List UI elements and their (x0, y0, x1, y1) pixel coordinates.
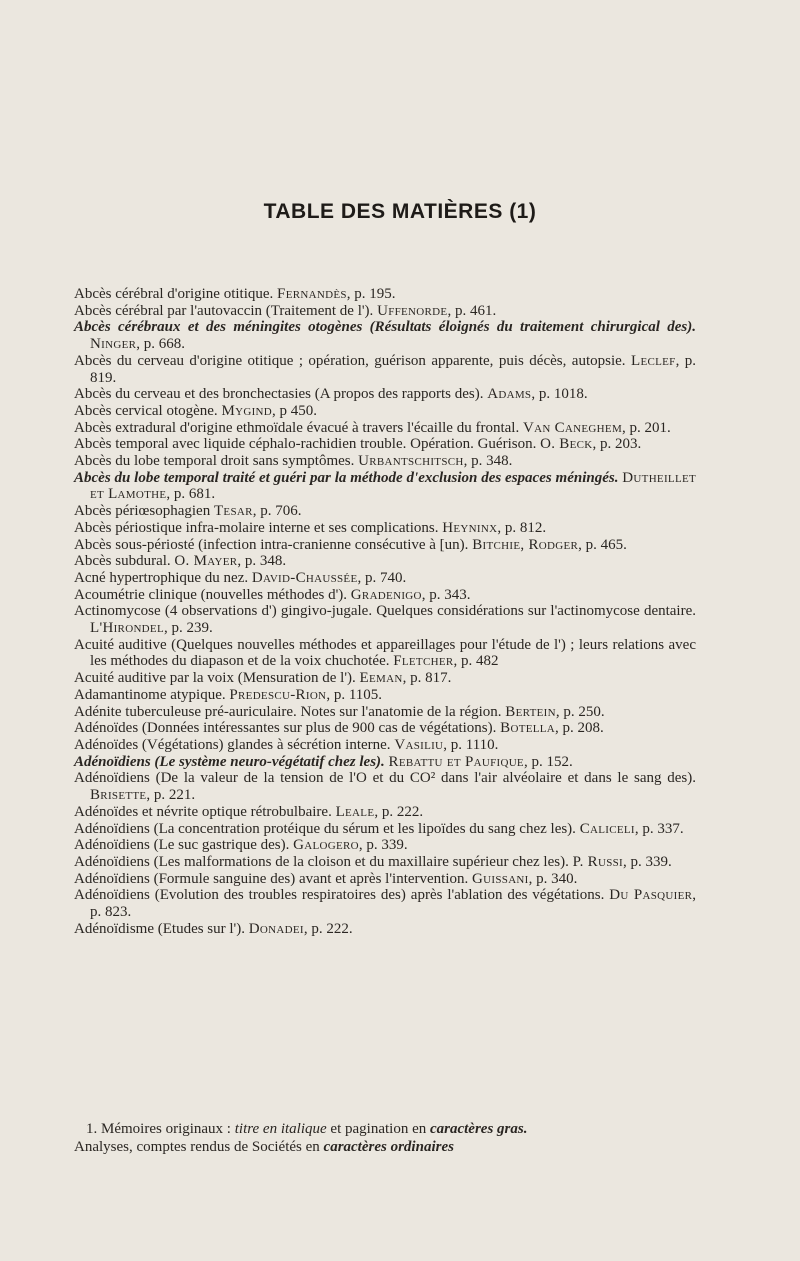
entry-author: Rebattu et Paufique (388, 753, 524, 770)
entry-page: p. 681. (173, 486, 216, 503)
index-entry: Abcès du cerveau d'origine otitique ; opération, guérison apparente, puis décès, autopsie. Leclef, p. 819. (74, 352, 697, 386)
entry-subject: Actinomycose (4 observations d') gingivo-jugale. Quelques considérations sur l'actinomycose dentaire. (74, 603, 696, 620)
entry-subject: Abcès temporal avec liquide céphalo-rachidien trouble. Opération. Guérison. (74, 436, 537, 453)
index-entry: Abcès extradural d'origine ethmoïdale évacué à travers l'écaille du frontal. Van Caneghem, p. 201. (74, 419, 671, 436)
entry-page: p. 1105. (333, 686, 383, 703)
entry-subject: Acné hypertrophique du nez. (74, 569, 249, 586)
entry-author: Tesar (213, 503, 253, 520)
index-entry: Acné hypertrophique du nez. David-Chaussée, p. 740. (74, 569, 407, 586)
entry-page: p. 465. (585, 536, 627, 553)
footnote-line-2 (74, 1138, 696, 1156)
index-entry: Adénoïdes et névrite optique rétrobulbaire. Leale, p. 222. (74, 803, 424, 820)
entry-page: p. 201. (629, 419, 671, 436)
footnote-ordinary-sample: caractères ordinaires (323, 1139, 454, 1155)
footnote-text-a: Mémoires originaux : (101, 1121, 231, 1137)
entry-author: Bertein (505, 703, 556, 720)
entry-author: Leale (335, 803, 375, 820)
entry-page: p. 222. (311, 920, 353, 937)
entry-subject: Acuité auditive (Quelques nouvelles méthodes et appareillages pour l'étude de l') ; leurs relations avec les méthodes du diapason et de la voix chuchotée. (74, 636, 696, 670)
entry-subject: Abcès cérébraux et des méningites otogènes (Résultats éloignés du traitement chirurgical des). (74, 319, 696, 336)
entry-subject: Adénoïdiens (Evolution des troubles respiratoires des) après l'ablation des végétations. (74, 887, 605, 904)
entry-subject: Adénoïdiens (Les malformations de la cloison et du maxillaire supérieur chez les). (74, 853, 569, 870)
entry-subject: Abcès cérébral d'origine otitique. (74, 286, 274, 302)
entry-author: Uffenorde (377, 302, 448, 319)
index-entry: Abcès du lobe temporal droit sans symptômes. Urbantschitsch, p. 348. (74, 453, 513, 470)
entry-author: Predescu-Rion (229, 686, 327, 703)
entry-page: p. 152. (531, 753, 573, 770)
entry-page: p. 1110. (450, 736, 499, 753)
index-entry: Abcès cérébraux et des méningites otogènes (Résultats éloignés du traitement chirurgical des). Ninger, p. 668. (74, 319, 696, 353)
entry-page: p. 812. (504, 519, 547, 536)
entry-author: Botella (500, 720, 556, 737)
entry-page: p. 343. (429, 586, 471, 603)
entry-subject: Adénoïdisme (Etudes sur l'). (74, 920, 246, 937)
entry-page: p. 1018. (538, 386, 588, 403)
index-entry: Adénoïdes (Végétations) glandes à sécrétion interne. Vasiliu, p. 1110. (74, 736, 499, 753)
entry-page: p. 461. (454, 302, 497, 319)
entry-subject: Abcès cérébral par l'autovaccin (Traitement de l'). (74, 302, 374, 319)
entry-subject: Abcès sous-périosté (infection intra-cranienne consécutive à [un). (74, 536, 469, 553)
entry-subject: Adénoïdiens (Formule sanguine des) avant et après l'intervention. (74, 870, 469, 887)
index-entry: Adénoïdiens (De la valeur de la tension de l'O et du CO² dans l'air alvéolaire et dans le sang des). Brisette, p. 221. (74, 770, 696, 804)
entry-page: p. 339. (630, 853, 672, 870)
entry-page: p. 817. (410, 670, 452, 687)
entry-page: p. 203. (600, 436, 642, 453)
entry-subject: Abcès subdural. (74, 553, 171, 570)
footnote-number: 1. (86, 1121, 98, 1137)
entry-subject: Adamantinome atypique. (74, 686, 226, 703)
index-entry: Acuité auditive par la voix (Mensuration de l'). Eeman, p. 817. (74, 670, 452, 687)
entry-subject: Adénoïdes (Végétations) glandes à sécrétion interne. (74, 736, 391, 753)
index-entry: Abcès sous-périosté (infection intra-cranienne consécutive à [un). Bitchie, Rodger, p. 465. (74, 536, 627, 553)
entry-subject: Abcès périostique infra-molaire interne et ses complications. (74, 519, 439, 536)
entry-author: Vasiliu (394, 736, 444, 753)
index-entry: Adénoïdiens (La concentration protéique du sérum et les lipoïdes du sang chez les). Caliceli, p. 337. (74, 820, 684, 837)
entry-subject: Abcès périœsophagien (74, 503, 211, 520)
entry-subject: Acuité auditive par la voix (Mensuration de l'). (74, 670, 356, 687)
entry-author: Galogero (293, 837, 359, 854)
entry-author: O. Beck (540, 436, 593, 453)
entry-subject: Acoumétrie clinique (nouvelles méthodes d'). (74, 586, 348, 603)
entry-author: Du Pasquier (609, 887, 693, 904)
entry-subject: Adénoïdiens (Le système neuro-végétatif chez les). (74, 753, 385, 770)
entry-author: David-Chaussée (251, 569, 358, 586)
entry-page: p. 208. (562, 720, 604, 737)
entry-author: Bitchie, Rodger (472, 536, 579, 553)
entry-author: Mygind (221, 402, 273, 419)
entry-page: p. 706. (260, 503, 302, 520)
footnote-italic-sample: titre en italique (234, 1121, 327, 1137)
index-entry: Adénoïdiens (Les malformations de la cloison et du maxillaire supérieur chez les). P. Russi, p. 339. (74, 853, 672, 870)
entry-page: p. 250. (563, 703, 605, 720)
entry-author: Heyninx (442, 519, 498, 536)
index-entry: Abcès du cerveau et des bronchectasies (A propos des rapports des). Adams, p. 1018. (74, 386, 588, 403)
entry-page: p. 195. (354, 286, 396, 302)
index-entry: Adénoïdes (Données intéressantes sur plus de 900 cas de végétations). Botella, p. 208. (74, 720, 604, 737)
entry-page: p 450. (279, 402, 318, 419)
entry-page: p. 668. (143, 336, 185, 353)
entry-page: p. 740. (364, 569, 407, 586)
index-entry: Adénoïdiens (Le suc gastrique des). Galogero, p. 339. (74, 837, 408, 854)
entry-page: p. 337. (642, 820, 684, 837)
entry-subject: Adénite tuberculeuse pré-auriculaire. Notes sur l'anatomie de la région. (74, 703, 502, 720)
entry-page: p. 239. (171, 620, 213, 637)
entry-author: Van Caneghem (522, 419, 623, 436)
entry-author: Urbantschitsch (358, 453, 464, 470)
footnote-text-c: et pagination en (330, 1121, 427, 1137)
entry-page: p. 819. (90, 352, 697, 386)
entry-author: Caliceli (579, 820, 635, 837)
index-entry: Adénite tuberculeuse pré-auriculaire. Notes sur l'anatomie de la région. Bertein, p. 250. (74, 703, 605, 720)
index-entry: Adénoïdiens (Le système neuro-végétatif chez les). Rebattu et Paufique, p. 152. (74, 753, 573, 770)
entry-subject: Abcès du lobe temporal traité et guéri par la méthode d'exclusion des espaces méningés. (74, 469, 619, 486)
index-entry: Abcès cérébral par l'autovaccin (Traitement de l'). Uffenorde, p. 461. (74, 302, 497, 319)
index-entry: Abcès cérébral d'origine otitique. Fernandès, p. 195. (74, 286, 396, 302)
index-entry: Abcès du lobe temporal traité et guéri par la méthode d'exclusion des espaces méningés. Dutheillet et Lamothe, p. 681. (74, 469, 696, 503)
footnote-line-1 (74, 1120, 696, 1138)
entry-subject: Adénoïdes et névrite optique rétrobulbaire. (74, 803, 332, 820)
index-entry: Adénoïdisme (Etudes sur l'). Donadei, p. 222. (74, 920, 353, 937)
entry-subject: Abcès cervical otogène. (74, 402, 218, 419)
footnote-bold-sample: caractères gras. (429, 1121, 528, 1137)
entry-author: Eeman (359, 670, 403, 687)
entry-subject: Adénoïdiens (De la valeur de la tension de l'O et du CO² dans l'air alvéolaire et dans le sang des). (74, 770, 696, 787)
entry-page: p. 348. (471, 453, 513, 470)
index-entry: Actinomycose (4 observations d') gingivo-jugale. Quelques considérations sur l'actinomycose dentaire. L'Hirondel, p. 239. (74, 603, 696, 637)
index-entry: Acuité auditive (Quelques nouvelles méthodes et appareillages pour l'étude de l') ; leurs relations avec les méthodes du diapason et de la voix chuchotée. Fletcher, p. 482 (74, 636, 696, 670)
footnote-text-2a: Analyses, comptes rendus de Sociétés en (74, 1139, 320, 1155)
entry-subject: Abcès extradural d'origine ethmoïdale évacué à travers l'écaille du frontal. (74, 419, 520, 436)
entry-author: Brisette (90, 787, 147, 804)
entry-page: p. 340. (536, 870, 578, 887)
index-entry: Adamantinome atypique. Predescu-Rion, p. 1105. (74, 686, 383, 703)
entry-author: Donadei (248, 920, 304, 937)
entry-page: p. 482 (461, 653, 499, 670)
entry-subject: Adénoïdiens (La concentration protéique du sérum et les lipoïdes du sang chez les). (74, 820, 576, 837)
entry-subject: Adénoïdiens (Le suc gastrique des). (74, 837, 290, 854)
entry-page: p. 348. (244, 553, 287, 570)
entry-author: Fernandès (277, 286, 347, 302)
index-entry: Abcès cervical otogène. Mygind, p 450. (74, 402, 318, 419)
index-entry: Adénoïdiens (Formule sanguine des) avant et après l'intervention. Guissani, p. 340. (74, 870, 578, 887)
entry-author: L'Hirondel (90, 620, 164, 637)
index-entry: Acoumétrie clinique (nouvelles méthodes d'). Gradenigo, p. 343. (74, 586, 471, 603)
page-title: TABLE DES MATIÈRES (1) (263, 200, 537, 223)
entry-author: Gradenigo (350, 586, 422, 603)
footnote (74, 1120, 696, 1156)
entry-page: p. 222. (381, 803, 424, 820)
entry-page: p. 823. (90, 904, 132, 921)
entry-author: O. Mayer (174, 553, 238, 570)
index-entry: Abcès subdural. O. Mayer, p. 348. (74, 553, 287, 570)
entry-subject: Abcès du cerveau d'origine otitique ; opération, guérison apparente, puis décès, autopsie. (74, 352, 626, 369)
entry-list (74, 286, 696, 937)
entry-subject: Abcès du cerveau et des bronchectasies (A propos des rapports des). (74, 386, 484, 403)
index-entry: Adénoïdiens (Evolution des troubles respiratoires des) après l'ablation des végétations. Du Pasquier, p. 823. (74, 887, 697, 921)
entry-author: Dutheillet et Lamothe (90, 469, 696, 503)
entry-author: Ninger (90, 336, 137, 353)
entry-page: p. 221. (153, 787, 196, 804)
index-entry: Abcès temporal avec liquide céphalo-rachidien trouble. Opération. Guérison. O. Beck, p. 203. (74, 436, 642, 453)
entry-page: p. 339. (366, 837, 408, 854)
entry-subject: Abcès du lobe temporal droit sans symptômes. (74, 453, 355, 470)
index-entry: Abcès périostique infra-molaire interne et ses complications. Heyninx, p. 812. (74, 519, 547, 536)
entry-author: Leclef (631, 352, 676, 369)
entry-author: P. Russi (572, 853, 624, 870)
entry-subject: Adénoïdes (Données intéressantes sur plus de 900 cas de végétations). (74, 720, 497, 737)
entry-author: Fletcher (393, 653, 454, 670)
index-entry: Abcès périœsophagien Tesar, p. 706. (74, 503, 302, 520)
entry-author: Adams (487, 386, 532, 403)
entry-author: Guissani (472, 870, 529, 887)
